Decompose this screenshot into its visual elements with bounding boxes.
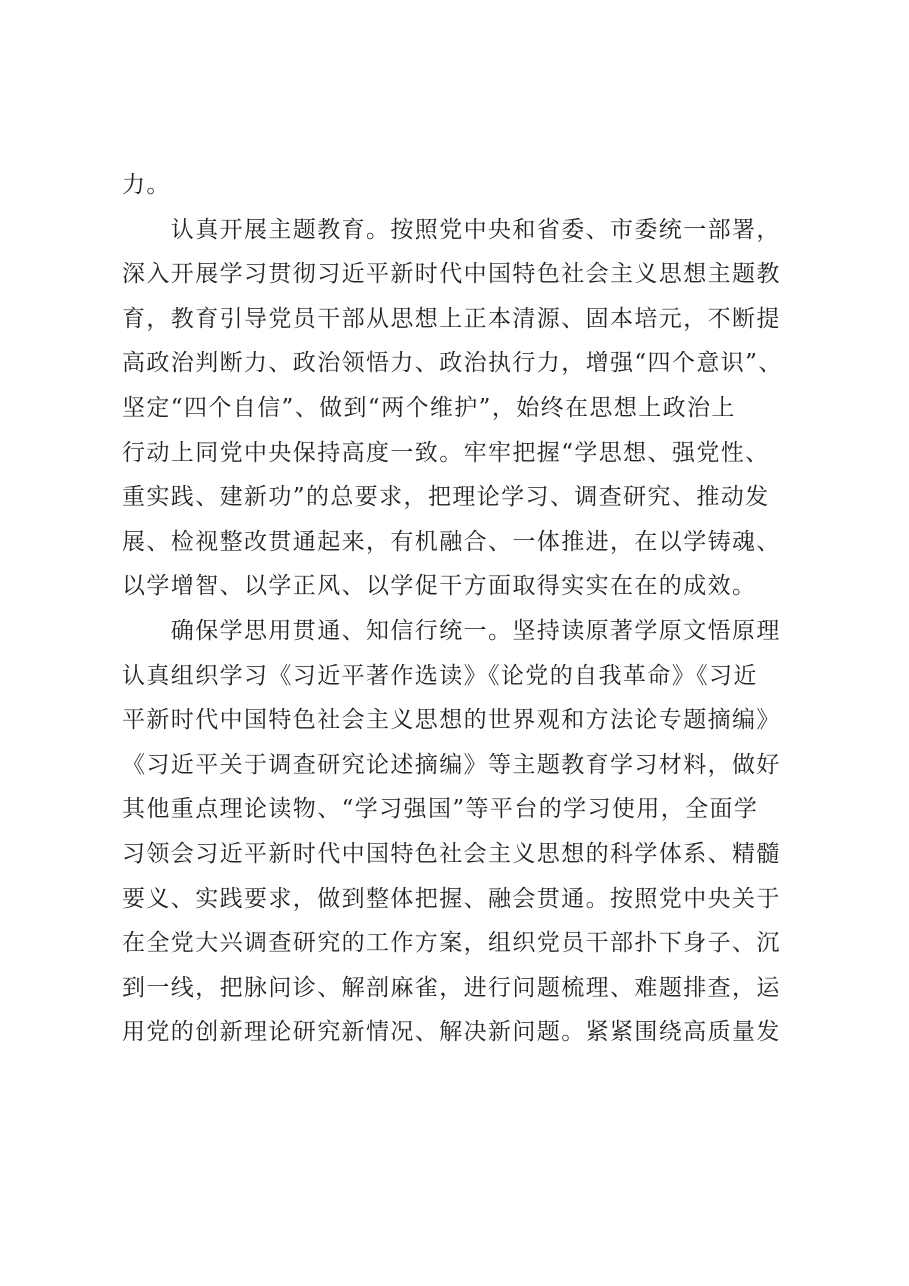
- text-line: 确保学思用贯通、知信行统一。坚持读原著学原文悟原理: [122, 617, 781, 644]
- text-line: 以学增智、以学正风、以学促干方面取得实实在在的成效。: [122, 573, 757, 600]
- text-line: 深入开展学习贯彻习近平新时代中国特色社会主义思想主题教: [122, 261, 781, 288]
- text-line: 要义、实践要求，做到整体把握、融会贯通。按照党中央关于: [122, 885, 781, 912]
- text-line: 平新时代中国特色社会主义思想的世界观和方法论专题摘编》: [122, 707, 781, 734]
- text-line: 在全党大兴调查研究的工作方案，组织党员干部扑下身子、沉: [122, 930, 781, 957]
- text-line: 育，教育引导党员干部从思想上正本清源、固本培元，不断提: [122, 305, 781, 332]
- text-line: 其他重点理论读物、“学习强国”等平台的学习使用，全面学: [122, 796, 759, 823]
- text-line: 到一线，把脉问诊、解剖麻雀，进行问题梳理、难题排查，运: [122, 974, 781, 1001]
- text-line: 《习近平关于调查研究论述摘编》等主题教育学习材料，做好: [122, 751, 781, 778]
- text-line: 力。: [122, 172, 171, 198]
- text-line: 用党的创新理论研究新情况、解决新问题。紧紧围绕高质量发: [122, 1019, 781, 1046]
- text-line: 高政治判断力、政治领悟力、政治执行力，增强“四个意识”、: [122, 350, 783, 377]
- text-line: 习领会习近平新时代中国特色社会主义思想的科学体系、精髓: [122, 840, 781, 867]
- body-text: [122, 163, 802, 1055]
- text-line: 行动上同党中央保持高度一致。牢牢把握“学思想、强党性、: [122, 439, 770, 466]
- text-line: 认真组织学习《习近平著作选读》《论党的自我革命》《习近: [122, 662, 758, 689]
- text-line: 认真开展主题教育。按照党中央和省委、市委统一部署，: [122, 216, 781, 243]
- text-line: 坚定“四个自信”、做到“两个维护”，始终在思想上政治上: [122, 394, 736, 421]
- text-line: 重实践、建新功”的总要求，把理论学习、调查研究、推动发: [122, 484, 770, 511]
- text-line: 展、检视整改贯通起来，有机融合、一体推进，在以学铸魂、: [122, 528, 781, 555]
